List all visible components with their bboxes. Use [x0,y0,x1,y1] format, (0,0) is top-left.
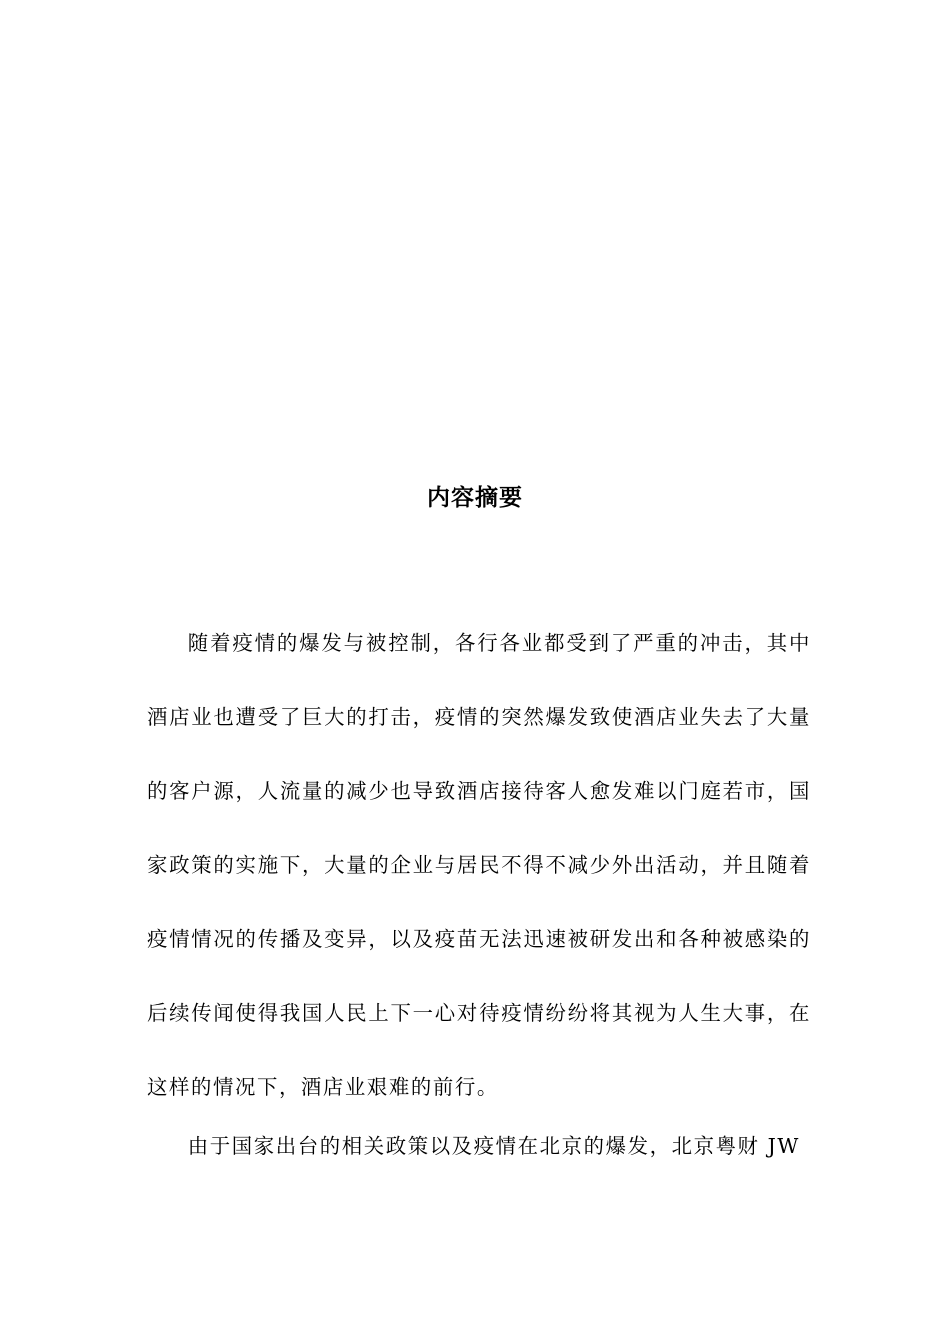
abstract-body [147,606,811,1158]
paragraph-2: 由于国家出台的相关政策以及疫情在北京的爆发，北京粤财 JW [187,1134,800,1158]
paragraph-1: 随着疫情的爆发与被控制，各行各业都受到了严重的冲击，其中酒店业也遭受了巨大的打击，疫情的突然爆发致使酒店业失去了大量的客户源，人流量的减少也导致酒店接待客人愈发难以门庭若市，国家政策的实施下，大量的企业与居民不得不减少外出活动，并且随着疫情情况的传播及变异，以及疫苗无法迅速被研发出和各种被感染的后续传闻使得我国人民上下一心对待疫情纷纷将其视为人生大事，在这样的情况下，酒店业艰难的前行。 [147,631,811,1099]
page-title: 内容摘要 [427,485,523,511]
